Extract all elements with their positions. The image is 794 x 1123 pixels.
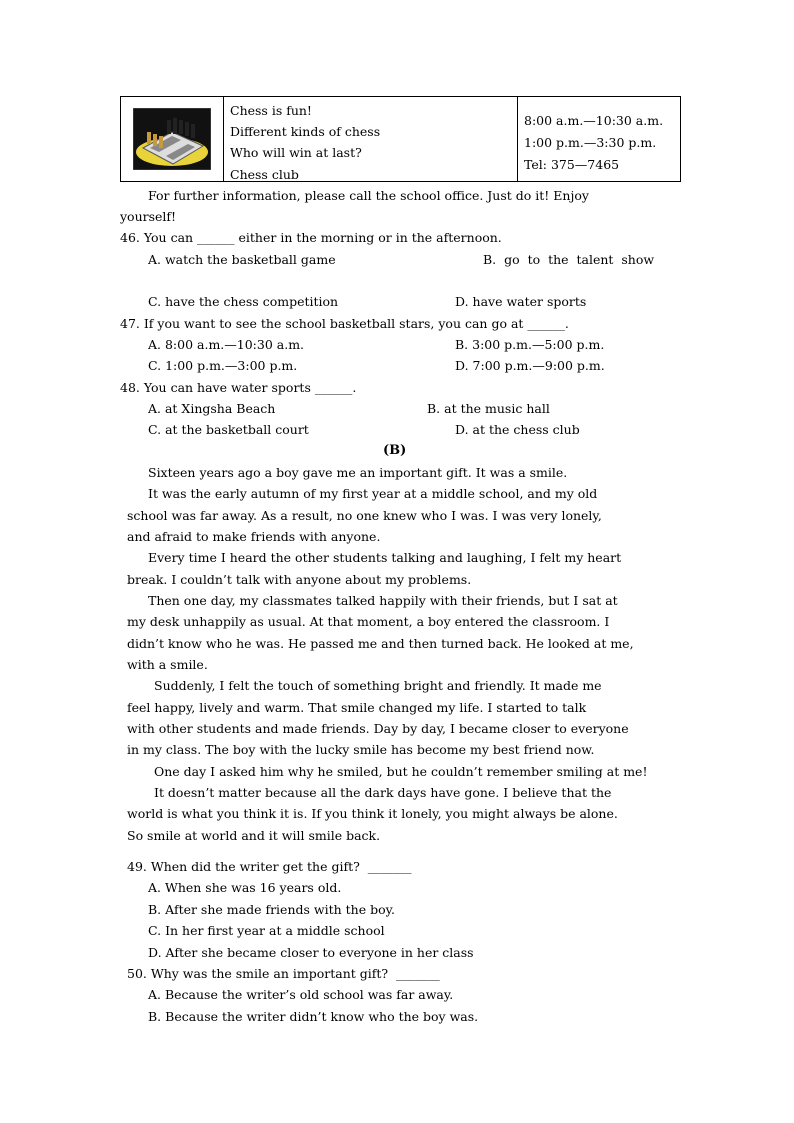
intro-line: yourself! (120, 209, 177, 224)
ad-time: 1:00 p.m.—3:30 p.m. (524, 135, 657, 150)
option: B. go to the talent show (483, 252, 655, 267)
option: B. 3:00 p.m.—5:00 p.m. (455, 337, 605, 352)
option: A. watch the basketball game (148, 252, 336, 267)
option: B. After she made friends with the boy. (148, 902, 395, 917)
passage-line: Suddenly, I felt the touch of something bright and friendly. It made me (154, 678, 602, 693)
passage-line: and afraid to make friends with anyone. (127, 529, 381, 544)
option: A. Because the writer’s old school was far away. (148, 987, 454, 1002)
chess-ad-times (518, 97, 680, 181)
passage-line: with a smile. (127, 657, 208, 672)
passage-line: So smile at world and it will smile back. (127, 828, 381, 843)
passage-line: world is what you think it is. If you think it lonely, you might always be alone. (127, 806, 618, 821)
passage-line: feel happy, lively and warm. That smile changed my life. I started to talk (127, 700, 587, 715)
option: A. When she was 16 years old. (148, 880, 342, 895)
option: D. After she became closer to everyone in her class (148, 945, 474, 960)
ad-line: Chess is fun! (230, 103, 312, 118)
ad-time: 8:00 a.m.—10:30 a.m. (524, 113, 664, 128)
option: A. at Xingsha Beach (148, 401, 276, 416)
passage-line: with other students and made friends. Day by day, I became closer to everyone (127, 721, 629, 736)
chessboard-icon (133, 108, 211, 170)
option: A. 8:00 a.m.—10:30 a.m. (148, 337, 305, 352)
question-48: 48. You can have water sports ______. (120, 380, 357, 395)
ad-line: Chess club (230, 166, 299, 182)
option: B. at the music hall (427, 401, 550, 416)
option: C. In her first year at a middle school (148, 923, 385, 938)
chess-image-cell (121, 97, 224, 181)
option: C. have the chess competition (148, 294, 339, 309)
passage-line: school was far away. As a result, no one knew who I was. I was very lonely, (127, 508, 602, 523)
chess-club-ad (120, 96, 681, 182)
passage-line: Then one day, my classmates talked happily with their friends, but I sat at (148, 593, 618, 608)
passage-line: One day I asked him why he smiled, but he couldn’t remember smiling at me! (154, 764, 648, 779)
ad-phone: Tel: 375—7465 (524, 157, 620, 172)
option: C. at the basketball court (148, 422, 309, 437)
chess-ad-text (224, 97, 518, 181)
intro-line: For further information, please call the school office. Just do it! Enjoy (148, 188, 589, 203)
passage-line: in my class. The boy with the lucky smile has become my best friend now. (127, 742, 595, 757)
passage-line: Every time I heard the other students talking and laughing, I felt my heart (148, 550, 622, 565)
passage-line: Sixteen years ago a boy gave me an important gift. It was a smile. (148, 465, 568, 480)
question-47: 47. If you want to see the school basketball stars, you can go at ______. (120, 316, 569, 331)
passage-line: my desk unhappily as usual. At that moment, a boy entered the classroom. I (127, 614, 610, 629)
passage-line: break. I couldn’t talk with anyone about my problems. (127, 572, 472, 587)
option: D. have water sports (455, 294, 587, 309)
question-46: 46. You can ______ either in the morning or in the afternoon. (120, 230, 502, 245)
ad-line: Who will win at last? (230, 145, 362, 161)
option: C. 1:00 p.m.—3:00 p.m. (148, 358, 298, 373)
ad-line: Different kinds of chess (230, 124, 381, 140)
question-49: 49. When did the writer get the gift? _______ (127, 859, 412, 874)
option: D. 7:00 p.m.—9:00 p.m. (455, 358, 605, 373)
passage-line: didn’t know who he was. He passed me and then turned back. He looked at me, (127, 636, 634, 651)
passage-line: It was the early autumn of my first year at a middle school, and my old (148, 486, 598, 501)
section-heading: (B) (383, 443, 407, 458)
passage-line: It doesn’t matter because all the dark days have gone. I believe that the (154, 785, 612, 800)
question-50: 50. Why was the smile an important gift? _______ (127, 966, 440, 981)
option: B. Because the writer didn’t know who the boy was. (148, 1009, 479, 1024)
option: D. at the chess club (455, 422, 580, 437)
